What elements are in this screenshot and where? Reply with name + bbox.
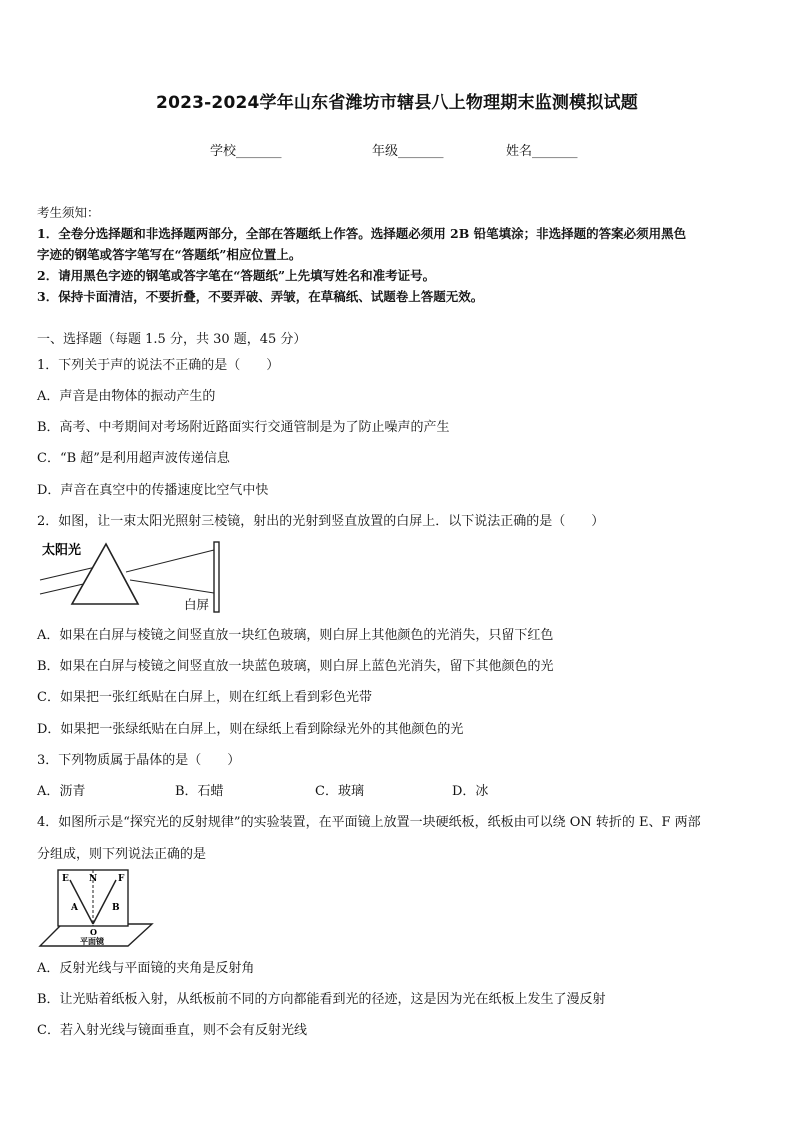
page-title: 2023-2024学年山东省潍坊市辖县八上物理期末监测模拟试题: [156, 93, 638, 113]
q2-option-a: A．如果在白屏与棱镜之间竖直放一块红色玻璃，则白屏上其他颜色的光消失，只留下红色: [37, 628, 554, 643]
q3-stem: 3．下列物质属于晶体的是（ ）: [37, 753, 241, 768]
section-heading: 一、选择题（每题 1.5 分，共 30 题，45 分）: [37, 332, 307, 347]
label-b: B: [112, 903, 120, 913]
notice-item-1: 1．全卷分选择题和非选择题两部分，全部在答题纸上作答。选择题必须用 2B 铅笔填涂；非选择题的答案必须用黑色: [37, 226, 687, 241]
refracted-ray-top: [126, 550, 214, 572]
white-screen: [214, 542, 219, 612]
label-a: A: [71, 903, 78, 913]
school-field: 学校_______: [210, 144, 282, 159]
refracted-ray-bottom: [130, 580, 214, 593]
notice-item-3: 3．保持卡面清洁，不要折叠，不要弄破、弄皱，在草稿纸、试题卷上答题无效。: [37, 289, 484, 304]
prism-diagram: [38, 538, 228, 616]
q4-stem-line2: 分组成，则下列说法正确的是: [37, 847, 207, 862]
q4-option-c: C．若入射光线与镜面垂直，则不会有反射光线: [37, 1023, 307, 1038]
label-f: F: [118, 874, 125, 884]
sun-label: 太阳光: [42, 543, 82, 558]
q3-option-d: D．冰: [452, 784, 489, 799]
q3-option-a: A．沥青: [37, 784, 86, 799]
q4-option-a: A．反射光线与平面镜的夹角是反射角: [37, 961, 255, 976]
notice-item-2: 2．请用黑色字迹的钢笔或答字笔在“答题纸”上先填写姓名和准考证号。: [37, 268, 436, 283]
q2-option-d: D．如果把一张绿纸贴在白屏上，则在绿纸上看到除绿光外的其他颜色的光: [37, 722, 464, 737]
q3-option-c: C．玻璃: [315, 784, 364, 799]
q2-option-c: C．如果把一张红纸贴在白屏上，则在红纸上看到彩色光带: [37, 690, 372, 705]
prism-triangle: [72, 544, 138, 604]
q3-option-b: B．石蜡: [175, 784, 224, 799]
q4-option-b: B．让光贴着纸板入射，从纸板前不同的方向都能看到光的径迹，这是因为光在纸板上发生了漫反射: [37, 992, 606, 1007]
q2-stem: 2．如图，让一束太阳光照射三棱镜，射出的光射到竖直放置的白屏上．以下说法正确的是（ ）: [37, 514, 605, 529]
label-o: O: [90, 927, 97, 937]
reflection-diagram: [38, 866, 154, 950]
label-e: E: [62, 874, 69, 884]
q1-option-d: D．声音在真空中的传播速度比空气中快: [37, 483, 269, 498]
q1-stem: 1．下列关于声的说法不正确的是（ ）: [37, 358, 280, 373]
q1-option-b: B．高考、中考期间对考场附近路面实行交通管制是为了防止噪声的产生: [37, 420, 450, 435]
notice-item-1-cont: 字迹的钢笔或答字笔写在“答题纸”相应位置上。: [37, 247, 302, 262]
notice-heading: 考生须知：: [37, 205, 100, 220]
q2-option-b: B．如果在白屏与棱镜之间竖直放一块蓝色玻璃，则白屏上蓝色光消失，留下其他颜色的光: [37, 659, 554, 674]
q4-stem-line1: 4．如图所示是“探究光的反射规律”的实验装置，在平面镜上放置一块硬纸板，纸板由可以绕 ON 转折的 E、F 两部: [37, 815, 701, 830]
name-field: 姓名_______: [506, 144, 578, 159]
q1-option-a: A．声音是由物体的振动产生的: [37, 389, 216, 404]
label-n: N: [89, 874, 98, 884]
screen-label: 白屏: [184, 597, 210, 612]
grade-field: 年级_______: [372, 144, 444, 159]
mirror-label: 平面镜: [80, 936, 104, 946]
q1-option-c: C．“B 超”是利用超声波传递信息: [37, 451, 230, 466]
student-info-row: [0, 140, 794, 160]
